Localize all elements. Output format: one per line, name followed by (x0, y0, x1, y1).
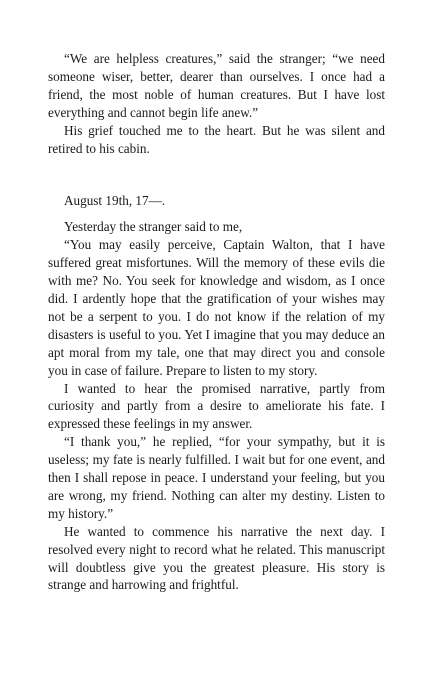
paragraph-misfortunes: “You may easily perceive, Captain Walton, that I have suffered great misfortunes. Will the memory of these evils die with me? No. You seek for knowledge and wisdom, as I once did. I ardently hope that the gratification of your wishes may not be a serpent to you. I do not know if the relation of my disasters is useful to you. Yet I imagine that you may deduce an apt moral from my tale, one that may direct you and console you in case of failure. Prepare to listen to my story. (48, 237, 385, 378)
paragraph-thank-you: “I thank you,” he replied, “for your sympathy, but it is useless; my fate is nearly fulfilled. I wait but for one event, and then I shall repose in peace. I understand your feeling, but you are wrong, my friend. Nothing can alter my destiny. Listen to my history.” (48, 434, 385, 521)
paragraph-narrative: I wanted to hear the promised narrative, partly from curiosity and partly from a desire to ameliorate his fate. I expressed these feelings in my answer. (48, 380, 385, 432)
date-heading: August 19th, 17—. (64, 193, 166, 209)
paragraph-commence: He wanted to commence his narrative the next day. I resolved every night to record what he related. This manuscript will doubtless give you the greatest pleasure. His story is strange and harrowing and frightful. (48, 523, 385, 593)
page-text (48, 50, 385, 594)
paragraph-helpless-creatures: “We are helpless creatures,” said the stranger; “we need someone wiser, better, dearer than ourselves. I once had a friend, the most noble of human creatures. But I have lost everything and cannot begin life anew.” (48, 51, 385, 120)
section-break (48, 157, 385, 192)
date-spacer (48, 210, 385, 218)
paragraph-grief: His grief touched me to the heart. But he was silent and retired to his cabin. (48, 122, 385, 156)
paragraph-stranger-said: Yesterday the stranger said to me, (64, 219, 243, 235)
